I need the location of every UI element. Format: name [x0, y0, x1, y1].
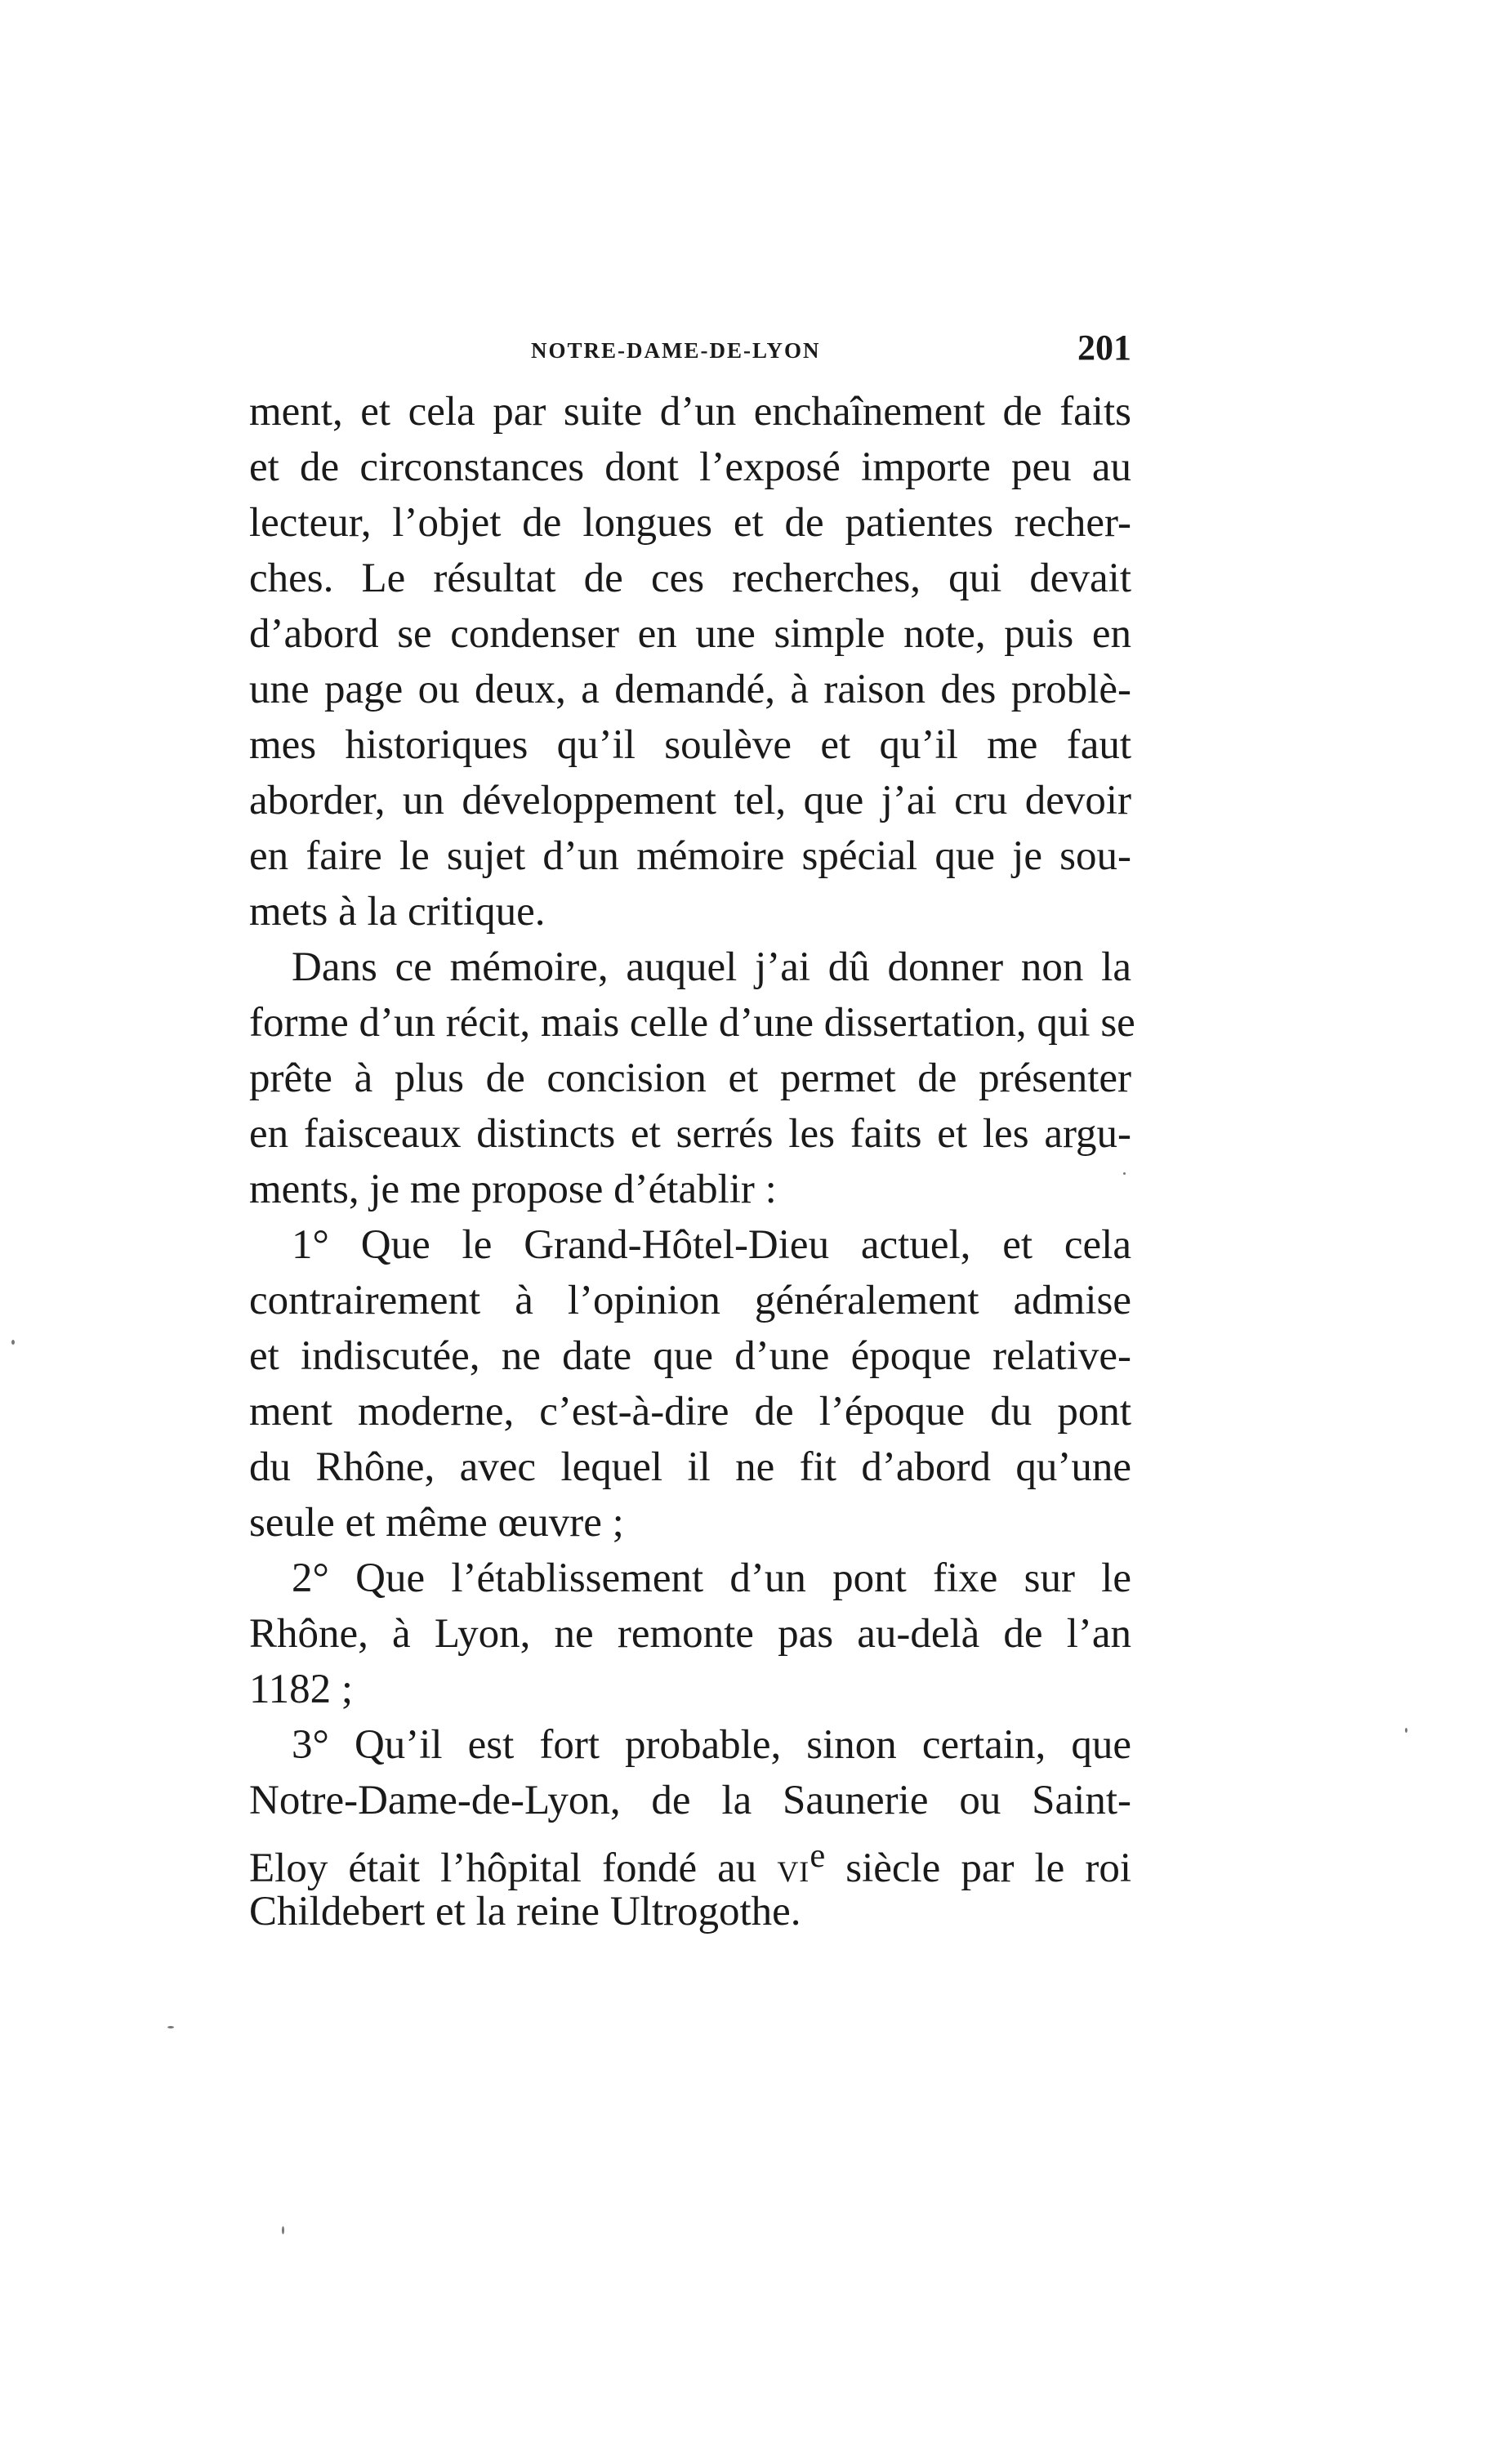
body-text: [249, 384, 1135, 1939]
page-number: 201: [1077, 328, 1131, 368]
text-line: prête à plus de concision et permet de présenter: [249, 1055, 1131, 1101]
paper-speck: [167, 2026, 174, 2028]
paper-speck: [1123, 1172, 1126, 1175]
text-line: en faire le sujet d’un mémoire spécial que je sou-: [249, 833, 1131, 879]
text-line: aborder, un développement tel, que j’ai cru devoir: [249, 778, 1131, 823]
text-line: et de circonstances dont l’exposé importe peu au: [249, 444, 1131, 490]
text-line: ches. Le résultat de ces recherches, qui devait: [249, 556, 1131, 601]
text-line: 2° Que l’établissement d’un pont fixe sur le: [292, 1555, 1131, 1601]
text-line: d’abord se condenser en une simple note, puis en: [249, 611, 1131, 657]
running-head: [249, 327, 1131, 376]
paper-speck: [1405, 1728, 1407, 1733]
text-line: 1182 ;: [249, 1667, 354, 1712]
text-line: mes historiques qu’il soulève et qu’il me faut: [249, 722, 1131, 768]
text-line: Childebert et la reine Ultrogothe.: [249, 1889, 801, 1935]
text-line: contrairement à l’opinion généralement admise: [249, 1278, 1131, 1323]
text-line: seule et même œuvre ;: [249, 1500, 624, 1546]
text-line: forme d’un récit, mais celle d’une dissertation, qui se: [249, 1000, 1135, 1046]
paper-speck: [11, 1340, 15, 1345]
text-line: une page ou deux, a demandé, à raison des problè-: [249, 667, 1131, 712]
text-line: ment, et cela par suite d’un enchaînement de faits: [249, 389, 1131, 435]
paper-speck: [282, 2226, 284, 2234]
superscript: e: [810, 1836, 826, 1875]
text-line: Notre-Dame-de-Lyon, de la Saunerie ou Saint-: [249, 1778, 1131, 1823]
text-line: ments, je me propose d’établir :: [249, 1167, 777, 1212]
text-fragment: siècle par le roi: [825, 1845, 1131, 1891]
small-caps-numeral: VI: [777, 1855, 810, 1888]
text-line: ment moderne, c’est-à-dire de l’époque du pont: [249, 1389, 1131, 1435]
text-fragment: Eloy était l’hôpital fondé au: [249, 1845, 757, 1891]
text-line: [249, 1828, 1131, 1891]
text-line: et indiscutée, ne date que d’une époque relative-: [249, 1333, 1131, 1379]
text-line: Rhône, à Lyon, ne remonte pas au-delà de l’an: [249, 1611, 1131, 1657]
running-head-title: NOTRE-DAME-DE-LYON: [531, 338, 821, 363]
text-line: mets à la critique.: [249, 889, 546, 935]
text-line: du Rhône, avec lequel il ne fit d’abord qu’une: [249, 1444, 1131, 1490]
text-line: lecteur, l’objet de longues et de patientes recher-: [249, 500, 1131, 546]
text-line: 1° Que le Grand-Hôtel-Dieu actuel, et cela: [292, 1222, 1131, 1268]
text-line: Dans ce mémoire, auquel j’ai dû donner non la: [292, 944, 1131, 990]
text-line: en faisceaux distincts et serrés les faits et les argu-: [249, 1111, 1131, 1157]
text-line: 3° Qu’il est fort probable, sinon certain, que: [292, 1722, 1131, 1768]
